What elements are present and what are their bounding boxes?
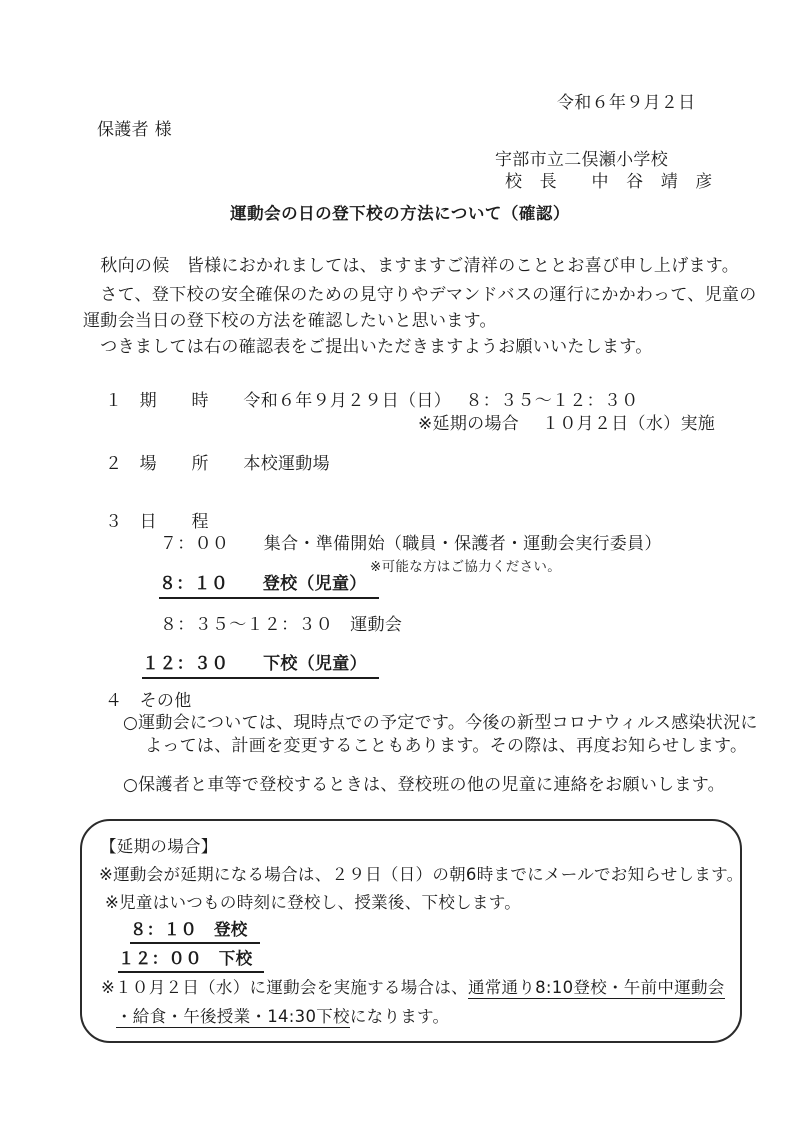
greeting-line-2: さて、登下校の安全確保のための見守りやデマンドバスの運行にかかわって、児童の [83,285,757,305]
box-mail-notice-line: ※運動会が延期になる場合は、２９日（日）の朝6時までにメールでお知らせします。 [99,865,744,884]
principal-name: 校 長 中 谷 靖 彦 [505,172,713,192]
letter-date: 令和６年９月２日 [557,93,696,113]
recipient-line: 保護者 様 [97,120,172,140]
other-note-1-line-2: よっては、計画を変更することもあります。その際は、再度お知らせします。 [145,736,748,756]
box-oct2-underlined-2: ・給食・午後授業・14:30下校 [116,1007,350,1026]
schedule-row-835: ８：３５～１２：３０ 運動会 [160,615,403,635]
box-heading: 【延期の場合】 [100,837,218,856]
box-sched-1200: １２：００ 下校 [118,948,264,973]
box-oct2-line-2 [116,1006,449,1027]
box-oct2-underlined-1: 通常通り8:10登校・午前中運動会 [467,978,725,997]
schedule-row-700: ７：００ 集合・準備開始（職員・保護者・運動会実行委員） [160,534,662,554]
box-sched-810: ８：１０ 登校 [130,919,260,944]
box-oct2-line-1 [101,977,725,998]
item-datetime: １ 期 時 令和６年９月２９日（日） ８：３５～１２：３０ [105,391,639,411]
school-name: 宇部市立二俣瀬小学校 [495,150,668,170]
greeting-line-4: つきましては右の確認表をご提出いただきますようお願いいたします。 [83,337,653,357]
document-title: 運動会の日の登下校の方法について（確認） [230,204,570,223]
schedule-heading: ３ 日 程 [105,512,209,532]
box-normal-schedule-line: ※児童はいつもの時刻に登校し、授業後、下校します。 [105,893,522,912]
schedule-row-700-note: ※可能な方はご協力ください。 [370,559,562,575]
other-note-2: ○保護者と車等で登校するときは、登校班の他の児童に連絡をお願いします。 [123,775,725,795]
box-oct2-suffix: になります。 [349,1007,450,1026]
greeting-line-1: 秋向の候 皆様におかれましては、ますますご清祥のこととお喜び申し上げます。 [83,256,740,276]
box-oct2-prefix: ※１０月２日（水）に運動会を実施する場合は、 [101,978,468,997]
greeting-line-3: 運動会当日の登下校の方法を確認したいと思います。 [83,311,497,331]
item-place: ２ 場 所 本校運動場 [105,454,330,474]
other-heading: ４ その他 [105,691,192,711]
schedule-row-810: ８：１０ 登校（児童） [159,574,379,599]
schedule-row-1230: １２：３０ 下校（児童） [142,654,379,679]
other-note-1-line-1: ○運動会については、現時点での予定です。今後の新型コロナウィルス感染状況に [123,713,758,733]
item-datetime-postpone-note: ※延期の場合 １０月２日（水）実施 [418,414,716,434]
